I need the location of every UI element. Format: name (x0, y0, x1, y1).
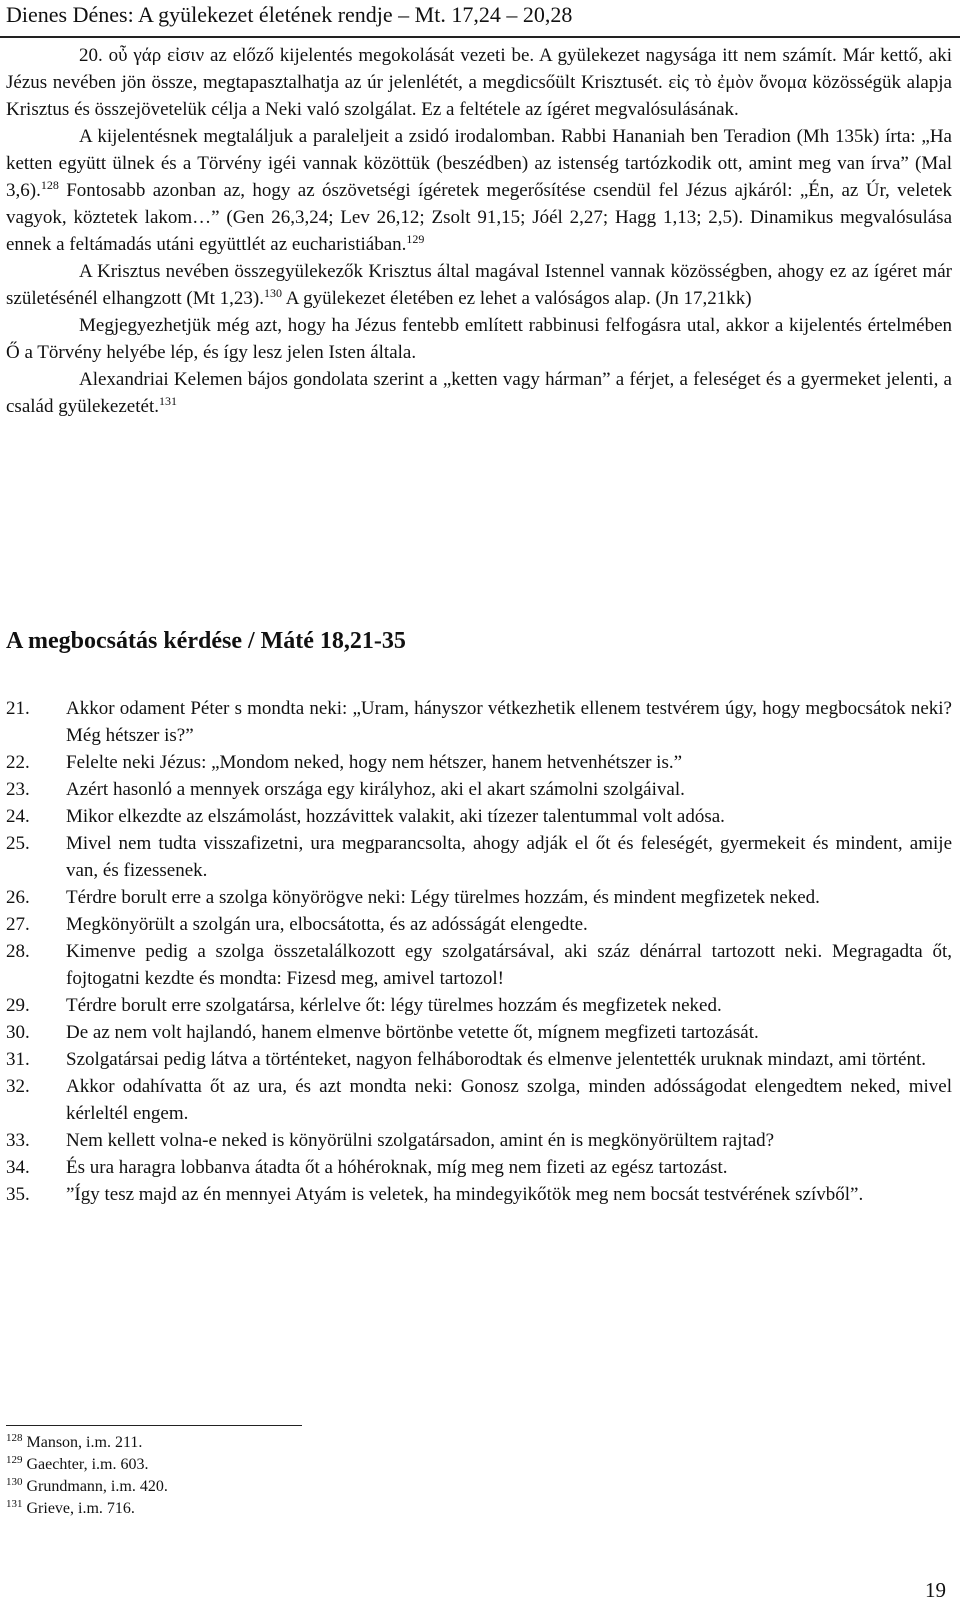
verse-number: 30. (6, 1022, 30, 1043)
verse-text: Mikor elkezdte az elszámolást, hozzávittek valakit, aki tízezer talentummal volt adósa. (66, 806, 725, 827)
verse-number: 32. (6, 1076, 30, 1097)
footnotes (6, 1432, 606, 1520)
header-divider (0, 36, 960, 38)
verse-item (6, 776, 952, 803)
verse-item (6, 803, 952, 830)
page-number: 19 (925, 1578, 946, 1602)
verse-item (6, 1046, 952, 1073)
verse-item (6, 884, 952, 911)
verse-text: Megkönyörült a szolgán ura, elbocsátotta, és az adósságát elengedte. (66, 914, 588, 935)
footnote-item (6, 1498, 606, 1520)
paragraph (6, 366, 952, 420)
verse-text: Térdre borult erre szolgatársa, kérlelve őt: légy türelmes hozzám és megfizetek neked. (66, 995, 722, 1016)
verse-text: Akkor odament Péter s mondta neki: „Uram, hányszor vétkezhetik ellenem testvérem úgy, hogy megbocsátok neki? Még hétszer is?” (66, 698, 952, 746)
verse-text: Mivel nem tudta visszafizetni, ura megparancsolta, ahogy adják el őt és feleségét, gyermekeit és mindent, amije van, és fizessenek. (66, 833, 952, 881)
verse-number: 29. (6, 995, 30, 1016)
page-header (6, 2, 946, 28)
verse-number: 25. (6, 833, 30, 854)
verse-number: 26. (6, 887, 30, 908)
verse-item (6, 1127, 952, 1154)
verse-text: Térdre borult erre a szolga könyörögve neki: Légy türelmes hozzám, és mindent megfizetek neked. (66, 887, 820, 908)
verse-item (6, 1181, 952, 1208)
verse-item (6, 830, 952, 884)
paragraph-text: Fontosabb azonban az, hogy az ószövetségi ígéretek megerősítése csendül fel Jézus ajkáról: „Én, az Úr, veletek vagyok, köztetek lakom…” (Gen 26,3,24; Lev 26,12; Zsolt 91,15; Jóél 2,27; Hagg 1,13; 2,5). Dinamikus megvalósulása ennek a feltámadás utáni együttlét az eucharistiában. (6, 180, 952, 255)
verse-number: 24. (6, 806, 30, 827)
commentary-text (6, 42, 952, 420)
verse-text: Felelte neki Jézus: „Mondom neked, hogy nem hétszer, hanem hetvenhétszer is.” (66, 752, 683, 773)
verse-number: 31. (6, 1049, 30, 1070)
paragraph-text: A Krisztus nevében összegyülekezők Krisztus által magával Istennel vannak közösségben, ahogy ez az ígéret már születésénél elhangzott (Mt 1,23). (6, 261, 952, 309)
paragraph (6, 42, 952, 123)
footnote-number: 129 (6, 1454, 23, 1466)
section-title: A megbocsátás kérdése / Máté 18,21-35 (6, 628, 406, 654)
verse-number: 21. (6, 698, 30, 719)
verse-number: 34. (6, 1157, 30, 1178)
paragraph (6, 123, 952, 258)
paragraph-text: 20. οὖ γάρ εἰσιν az előző kijelentés megokolását vezeti be. A gyülekezet nagysága itt nem számít. Már kettő, aki Jézus nevében jön össze, megtapasztalhatja az úr jelenlétét, a megdicsőült Krisztusét. εἰς τὸ ἐμὸν ὄνομα közösségük alapja Krisztus és összejövetelük célja a Neki való szolgálat. Ez a feltétele az ígéret megvalósulásának. (6, 45, 952, 120)
verse-item (6, 1154, 952, 1181)
footnote-number: 131 (6, 1498, 23, 1510)
footnote-ref: 130 (264, 286, 283, 300)
verse-number: 22. (6, 752, 30, 773)
paragraph-text: Alexandriai Kelemen bájos gondolata szerint a „ketten vagy hárman” a férjet, a feleséget és a gyermeket jelenti, a család gyülekezetét. (6, 369, 952, 417)
verse-item (6, 695, 952, 749)
footnote-divider (6, 1425, 302, 1426)
footnote-number: 130 (6, 1476, 23, 1488)
footnote-text: Manson, i.m. 211. (22, 1434, 143, 1451)
verse-text: Azért hasonló a mennyek országa egy királyhoz, aki el akart számolni szolgáival. (66, 779, 685, 800)
verse-item (6, 911, 952, 938)
paragraph-text: Megjegyezhetjük még azt, hogy ha Jézus fentebb említett rabbinusi felfogásra utal, akkor a kijelentés értelmében Ő a Törvény helyébe lép, és így lesz jelen Isten általa. (6, 315, 952, 363)
verse-number: 23. (6, 779, 30, 800)
footnote-item (6, 1476, 606, 1498)
footnote-text: Grundmann, i.m. 420. (22, 1478, 168, 1495)
paragraph-text: A kijelentésnek megtaláljuk a paraleljeit a zsidó irodalomban. Rabbi Hananiah ben Teradion (Mh 135k) írta: „Ha ketten együtt ülnek és a Törvény igéi vannak közöttük (beszédben) az istenség tartózkodik ott, amint meg van írva” (Mal 3,6). (6, 126, 952, 201)
paragraph-text: A gyülekezet életében ez lehet a valóságos alap. (Jn 17,21kk) (282, 288, 752, 309)
verse-number: 28. (6, 941, 30, 962)
paragraph (6, 258, 952, 312)
verse-text: De az nem volt hajlandó, hanem elmenve börtönbe vetette őt, mígnem megfizeti tartozását. (66, 1022, 759, 1043)
verse-item (6, 1019, 952, 1046)
verse-item (6, 992, 952, 1019)
verse-text: Akkor odahívatta őt az ura, és azt mondta neki: Gonosz szolga, minden adósságodat elengedtem neked, mivel kérleltél engem. (66, 1076, 952, 1124)
running-title: Dienes Dénes: A gyülekezet életének rendje – Mt. 17,24 – 20,28 (6, 2, 573, 27)
footnote-text: Grieve, i.m. 716. (22, 1500, 135, 1517)
verse-text: Kimenve pedig a szolga összetalálkozott egy szolgatársával, aki száz dénárral tartozott neki. Megragadta őt, fojtogatni kezdte és mondta: Fizesd meg, amivel tartozol! (66, 941, 952, 989)
verse-number: 33. (6, 1130, 30, 1151)
paragraph (6, 312, 952, 366)
footnote-ref: 128 (40, 178, 59, 192)
footnote-ref: 131 (158, 394, 177, 408)
footnote-item (6, 1432, 606, 1454)
verse-item (6, 1073, 952, 1127)
footnote-ref: 129 (406, 232, 425, 246)
verse-text: ”Így tesz majd az én mennyei Atyám is veletek, ha mindegyikőtök meg nem bocsát testvérének szívből”. (66, 1184, 864, 1205)
verse-number: 35. (6, 1184, 30, 1205)
verse-text: Nem kellett volna-e neked is könyörülni szolgatársadon, amint én is megkönyörültem rajtad? (66, 1130, 775, 1151)
footnote-item (6, 1454, 606, 1476)
verse-list (6, 695, 952, 1208)
verse-text: Szolgatársai pedig látva a történteket, nagyon felháborodtak és elmenve jelentették uruknak mindazt, ami történt. (66, 1049, 926, 1070)
verse-text: És ura haragra lobbanva átadta őt a hóhéroknak, míg meg nem fizeti az egész tartozást. (66, 1157, 728, 1178)
verse-item (6, 938, 952, 992)
footnote-number: 128 (6, 1432, 23, 1444)
verse-item (6, 749, 952, 776)
verse-number: 27. (6, 914, 30, 935)
footnote-text: Gaechter, i.m. 603. (22, 1456, 149, 1473)
